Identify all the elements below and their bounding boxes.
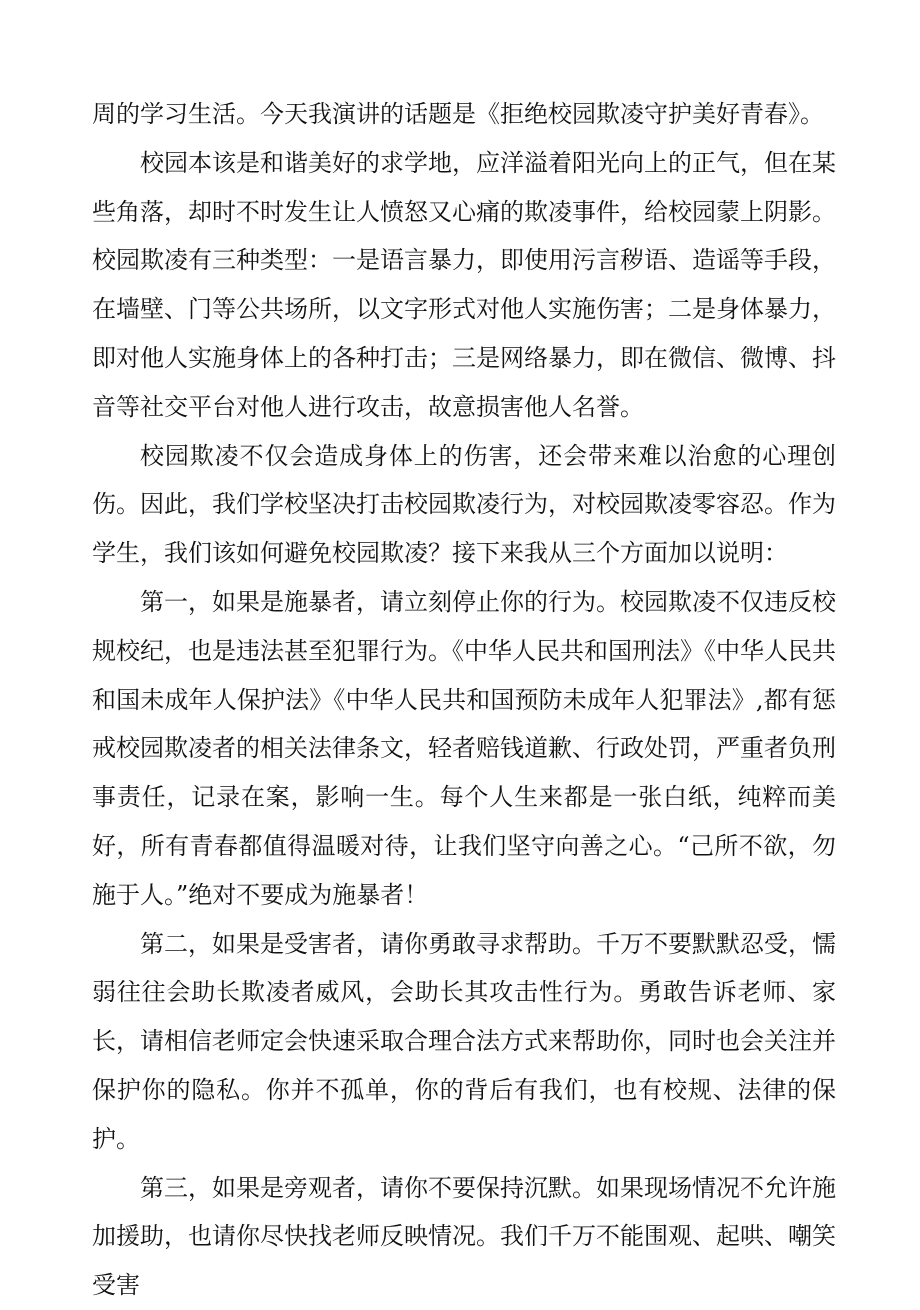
paragraph-third-bystander: 第三，如果是旁观者，请你不要保持沉默。如果现场情况不允许施加援助，也请你尽快找老师反映情况。我们千万不能围观、起哄、嘲笑受害 [92,1173,836,1300]
paragraph-continuation: 周的学习生活。今天我演讲的话题是《拒绝校园欺凌守护美好青春》。 [92,100,824,128]
paragraph-first-perpetrator: 第一，如果是施暴者，请立刻停止你的行为。校园欺凌不仅违反校规校纪，也是违法甚至犯罪行为。《中华人民共和国刑法》《中华人民共和国未成年人保护法》《中华人民共和国预防未成年人犯罪法》,都有惩戒校园欺凌者的相关法律条文，轻者赔钱道歉、行政处罚，严重者负刑事责任，记录在案，影响一生。每个人生来都是一张白纸，纯粹而美好，所有青春都值得温暖对待，让我们坚守向善之心。“己所不欲，勿施于人。”绝对不要成为施暴者！ [92,587,836,909]
document-body [92,90,836,1310]
paragraph-harm-and-policy: 校园欺凌不仅会造成身体上的伤害，还会带来难以治愈的心理创伤。因此，我们学校坚决打击校园欺凌行为，对校园欺凌零容忍。作为学生，我们该如何避免校园欺凌？接下来我从三个方面加以说明： [92,441,836,568]
paragraph-bullying-types: 校园本该是和谐美好的求学地，应洋溢着阳光向上的正气，但在某些角落，却时不时发生让人愤怒又心痛的欺凌事件，给校园蒙上阴影。校园欺凌有三种类型：一是语言暴力，即使用污言秽语、造谣等手段，在墙壁、门等公共场所，以文字形式对他人实施伤害；二是身体暴力，即对他人实施身体上的各种打击；三是网络暴力，即在微信、微博、抖音等社交平台对他人进行攻击，故意损害他人名誉。 [92,148,836,421]
paragraph-second-victim: 第二，如果是受害者，请你勇敢寻求帮助。千万不要默默忍受，懦弱往往会助长欺凌者威风，会助长其攻击性行为。勇敢告诉老师、家长，请相信老师定会快速采取合理合法方式来帮助你，同时也会关注并保护你的隐私。你并不孤单，你的背后有我们，也有校规、法律的保护。 [92,929,836,1153]
